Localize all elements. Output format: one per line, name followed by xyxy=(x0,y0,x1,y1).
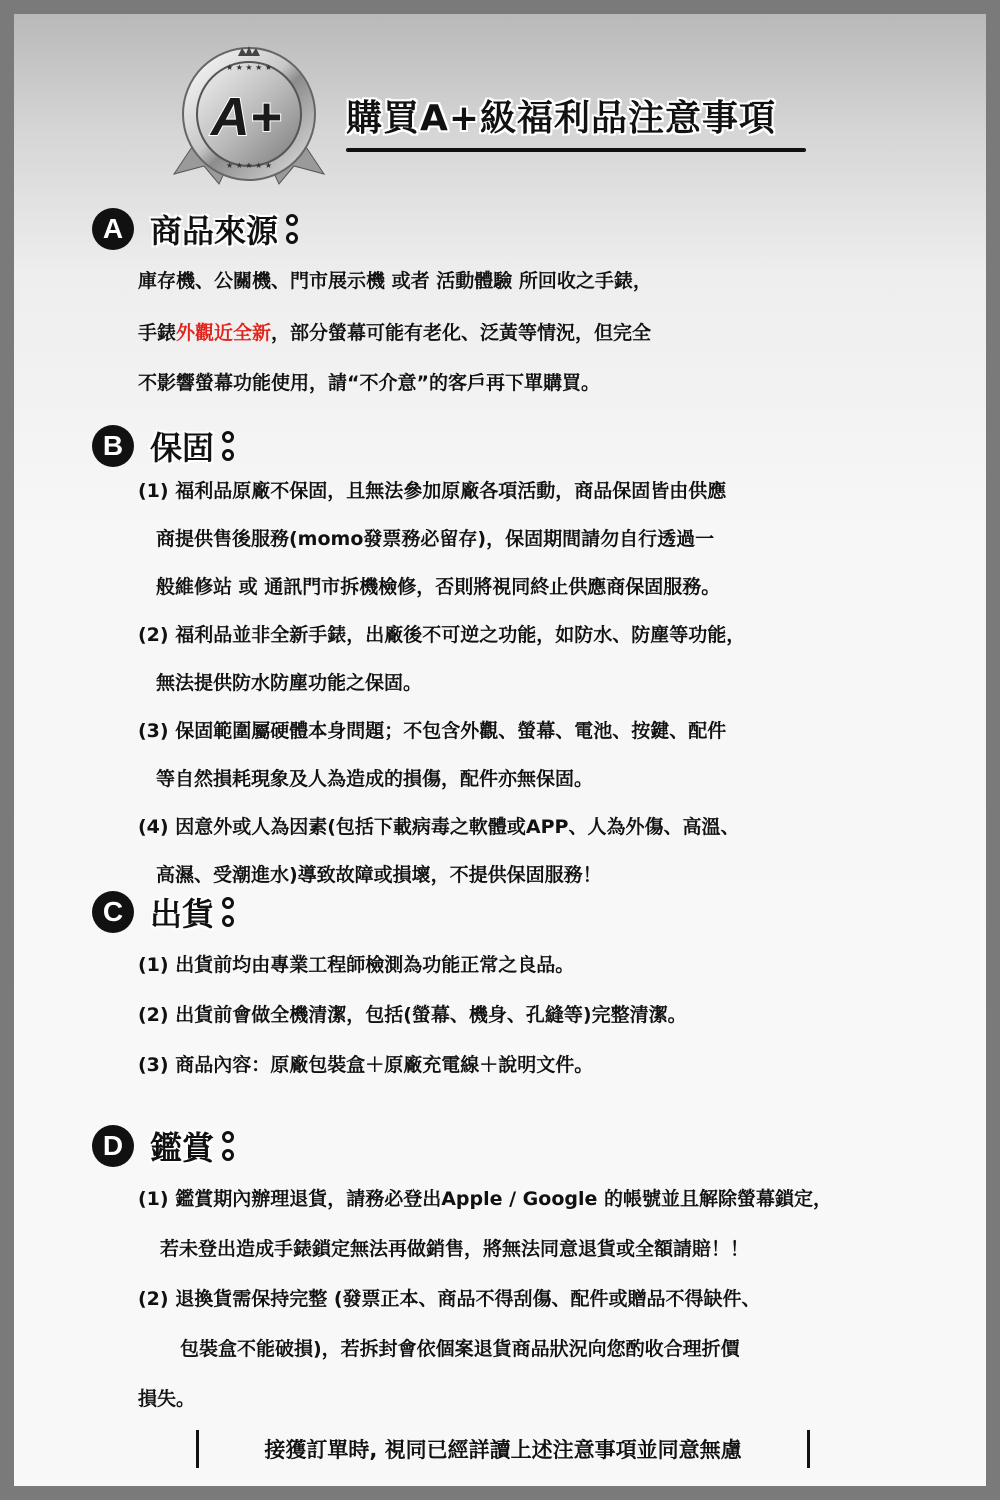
colon-icon xyxy=(222,897,234,927)
d-line-1: (1) 鑑賞期內辦理退貨，請務必登出Apple / Google 的帳號並且解除螢幕鎖定， xyxy=(138,1188,832,1210)
section-d-heading xyxy=(92,1124,234,1168)
b-line-1: (1) 福利品原廠不保固，且無法參加原廠各項活動，商品保固皆由供應 xyxy=(138,480,727,502)
d-line-2: 若未登出造成手錶鎖定無法再做銷售，將無法同意退貨或全額請賠！！ xyxy=(160,1238,750,1260)
page-title: 購買A+級福利品注意事項 xyxy=(346,98,777,139)
d-line-5: 損失。 xyxy=(138,1388,196,1410)
c-line-1: (1) 出貨前均由專業工程師檢測為功能正常之良品。 xyxy=(138,954,575,976)
a-plus-grade-badge xyxy=(164,34,334,194)
b-line-7: 等自然損耗現象及人為造成的損傷，配件亦無保固。 xyxy=(156,768,594,790)
a-line-3: 不影響螢幕功能使用，請“不介意”的客戶再下單購買。 xyxy=(138,372,600,394)
colon-icon xyxy=(286,214,298,244)
c-line-2: (2) 出貨前會做全機清潔，包括(螢幕、機身、孔縫等)完整清潔。 xyxy=(138,1004,687,1026)
b-line-5: 無法提供防水防塵功能之保固。 xyxy=(156,672,423,694)
a-line-2: 手錶外觀近全新，部分螢幕可能有老化、泛黃等情況，但完全 xyxy=(138,322,652,344)
section-b-heading xyxy=(92,424,234,468)
b-line-8: (4) 因意外或人為因素(包括下載病毒之軟體或APP、人為外傷、高溫、 xyxy=(138,816,740,838)
c-line-3: (3) 商品內容：原廠包裝盒＋原廠充電線＋說明文件。 xyxy=(138,1054,594,1076)
colon-icon xyxy=(222,431,234,461)
section-title: 商品來源 xyxy=(150,212,279,250)
highlight-text: 外觀近全新 xyxy=(176,322,272,344)
section-title: 鑑賞 xyxy=(150,1129,215,1167)
section-title: 保固 xyxy=(150,429,215,467)
svg-text:★ ★ ★ ★ ★: ★ ★ ★ ★ ★ xyxy=(225,161,273,170)
b-line-2: 商提供售後服務(momo發票務必留存)，保固期間請勿自行透過一 xyxy=(156,528,715,550)
section-letter-badge: C xyxy=(92,891,134,933)
page-frame xyxy=(14,14,986,1486)
d-line-3: (2) 退換貨需保持完整 (發票正本、商品不得刮傷、配件或贈品不得缺件、 xyxy=(138,1288,761,1310)
b-line-4: (2) 福利品並非全新手錶，出廠後不可逆之功能，如防水、防塵等功能， xyxy=(138,624,746,646)
footer-notice: 接獲訂單時, 視同已經詳讀上述注意事項並同意無慮 xyxy=(196,1430,810,1468)
section-letter-badge: D xyxy=(92,1125,134,1167)
b-line-3: 般維修站 或 通訊門市拆機檢修，否則將視同終止供應商保固服務。 xyxy=(156,576,721,598)
b-line-9: 高濕、受潮進水)導致故障或損壞，不提供保固服務！ xyxy=(156,864,602,886)
d-line-4: 包裝盒不能破損)，若拆封會依個案退貨商品狀況向您酌收合理折價 xyxy=(180,1338,740,1360)
section-c-heading xyxy=(92,890,234,934)
section-letter-badge: B xyxy=(92,425,134,467)
svg-text:A+: A+ xyxy=(210,87,282,147)
section-a-heading xyxy=(92,207,298,251)
svg-text:★ ★ ★ ★ ★: ★ ★ ★ ★ ★ xyxy=(225,63,273,72)
a-line-1: 庫存機、公關機、門市展示機 或者 活動體驗 所回收之手錶， xyxy=(138,270,652,292)
section-letter-badge: A xyxy=(92,208,134,250)
section-title: 出貨 xyxy=(150,895,215,933)
b-line-6: (3) 保固範圍屬硬體本身問題；不包含外觀、螢幕、電池、按鍵、配件 xyxy=(138,720,727,742)
title-underline xyxy=(346,148,806,152)
colon-icon xyxy=(222,1131,234,1161)
